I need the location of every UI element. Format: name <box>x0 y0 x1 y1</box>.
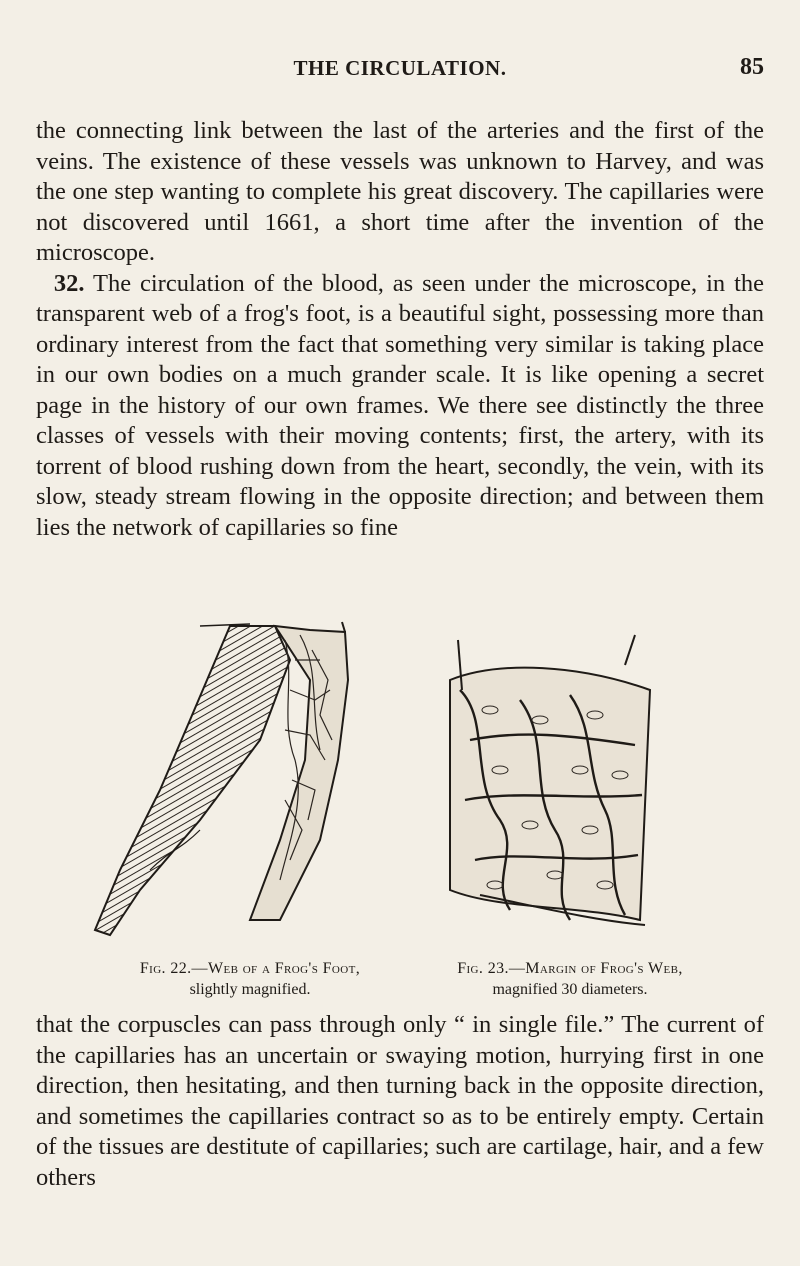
frog-foot-web-engraving <box>80 620 380 940</box>
page-number: 85 <box>740 54 764 80</box>
section-number: 32. <box>53 269 85 297</box>
figure-22-illustration <box>80 620 380 940</box>
body-text-bottom <box>36 1010 764 1193</box>
paragraph-continuation: the connecting link between the last of the arteries and the first of the veins. The existence of these vessels was unknown to Harvey, and was the one step wanting to complete his great discovery. The capillaries were not discovered until 1661, a short time after the invention of the microscope. <box>36 117 764 266</box>
figure-22-subtitle: slightly magnified. <box>189 981 311 998</box>
figure-23-subtitle: magnified 30 diameters. <box>492 981 648 998</box>
paragraph-32 <box>36 269 764 544</box>
running-header <box>0 52 800 86</box>
frog-web-margin-engraving <box>380 620 680 940</box>
figure-area <box>80 620 720 940</box>
figure-23-title: Fig. 23.—Margin of Frog's Web, <box>457 960 683 977</box>
figure-23-caption <box>410 958 730 1000</box>
figure-23-illustration <box>380 620 680 940</box>
paragraph-32-text: The circulation of the blood, as seen under the microscope, in the transparent web of a frog's foot, is a beautiful sight, possessing more than ordinary interest from the fact that something very similar is taking place in our own bodies on a much grander scale. It is like opening a secret page in the history of our own frames. We there see distinctly the three classes of vessels with their moving contents; first, the artery, with its torrent of blood rushing down from the heart, secondly, the vein, with its slow, steady stream flowing in the opposite direction; and between them lies the network of capillaries so fine <box>36 269 765 541</box>
figure-22-title: Fig. 22.—Web of a Frog's Foot, <box>139 960 361 977</box>
running-title: THE CIRCULATION. <box>293 56 507 80</box>
figure-22-caption <box>90 958 410 1000</box>
paragraph-continuation-2: that the corpuscles can pass through only “ in single file.” The current of the capillaries has an uncertain or swaying motion, hurrying first in one direction, then hesitating, and then turning back in the opposite direction, and sometimes the capillaries contract so as to be entirely empty. Certain of the tissues are destitute of capillaries; such are cartilage, hair, and a few others <box>36 1011 764 1191</box>
figure-captions <box>90 958 730 1002</box>
body-text-top <box>36 116 764 543</box>
